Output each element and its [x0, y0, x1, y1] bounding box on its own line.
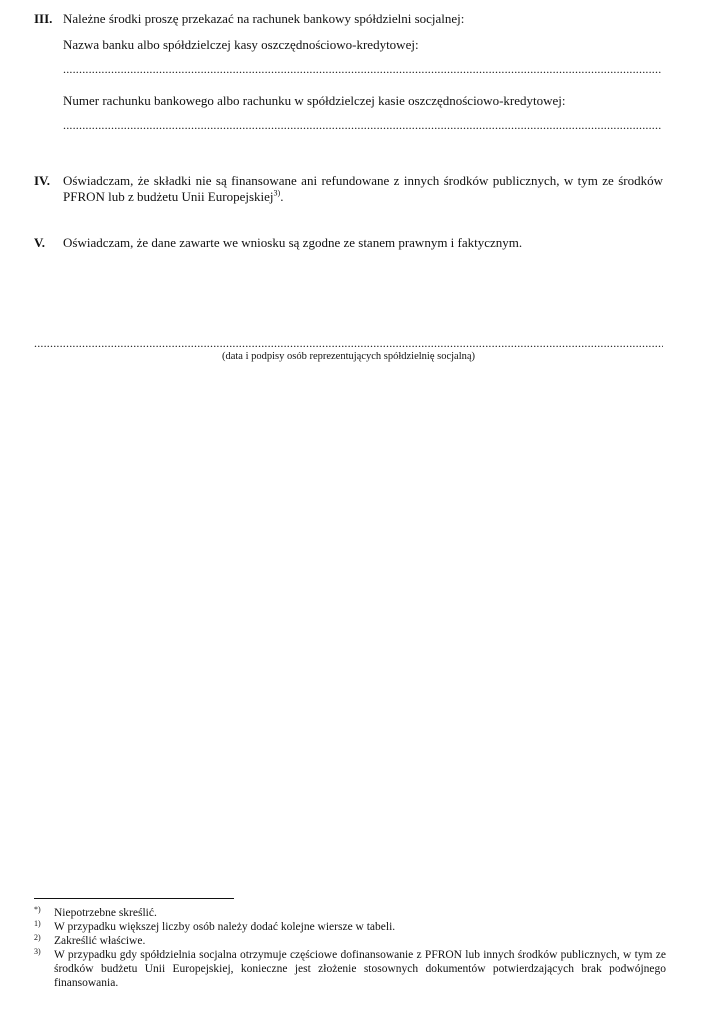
section-v-number: V. [34, 235, 45, 250]
footnote-mark: 1) [34, 919, 41, 928]
footnote-item [34, 906, 666, 920]
bank-name-label: Nazwa banku albo spółdzielczej kasy oszczędnościowo-kredytowej: [63, 37, 419, 52]
section-iv-number: IV. [34, 173, 51, 188]
section-iv-text: Oświadczam, że składki nie są finansowane ani refundowane z innych środków publicznych, w tym ze środków PFRON lub z budżetu Unii Europejskiej [63, 173, 663, 204]
signature-field[interactable] [34, 337, 663, 349]
section-v-text: Oświadczam, że dane zawarte we wniosku są zgodne ze stanem prawnym i faktycznym. [63, 235, 523, 250]
bank-name-field[interactable] [63, 63, 661, 75]
account-number-label: Numer rachunku bankowego albo rachunku w spółdzielczej kasie oszczędnościowo-kredytowej: [63, 93, 566, 108]
footnote-ref-3: 3) [273, 188, 281, 198]
signature-caption: (data i podpisy osób reprezentujących spółdzielnię socjalną) [221, 351, 476, 362]
footnote-item [34, 920, 666, 934]
footnote-text: W przypadku gdy spółdzielnia socjalna otrzymuje częściowe dofinansowanie z PFRON lub innych środków publicznych, w tym ze środków budżetu Unii Europejskiej, konieczne jest złożenie stosownych dokumentów potwierdzających brak podwójnego finansowania. [54, 949, 666, 989]
footnote-text: Zakreślić właściwe. [54, 935, 146, 947]
section-iv-end: . [280, 189, 284, 204]
footnote-mark: 2) [34, 933, 41, 942]
section-iii-heading: Należne środki proszę przekazać na rachunek bankowy spółdzielni socjalnej: [63, 11, 465, 26]
footnote-item [34, 934, 666, 948]
footnote-text: Niepotrzebne skreślić. [54, 907, 157, 919]
section-iv-statement [63, 173, 663, 205]
account-number-field[interactable] [63, 119, 661, 131]
footnote-mark: *) [34, 905, 41, 914]
footnote-separator [34, 898, 234, 899]
footnote-item [34, 948, 666, 992]
footnote-mark: 3) [34, 947, 41, 956]
footnote-text: W przypadku większej liczby osób należy dodać kolejne wiersze w tabeli. [54, 921, 396, 933]
section-iii-number: III. [34, 11, 53, 26]
